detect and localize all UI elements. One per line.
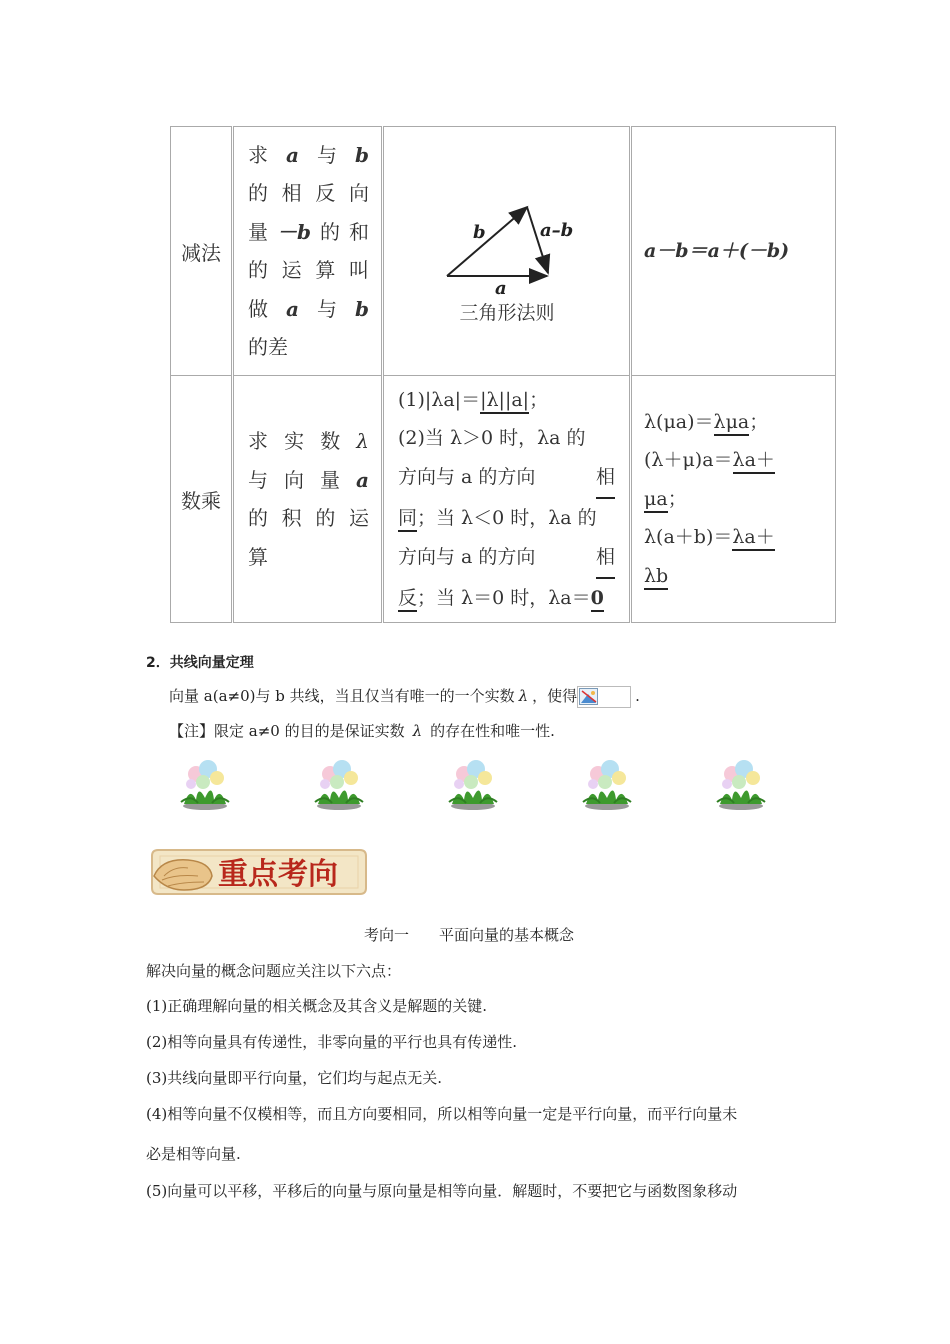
label-a-minus-b: a–b	[539, 220, 573, 241]
plant-decoration-icon	[578, 756, 636, 815]
plant-decoration-icon	[176, 756, 234, 815]
subtraction-formula: a－b＝a＋(－b)	[644, 239, 790, 262]
answer-underline: 相	[596, 538, 615, 580]
point-item: 必是相等向量.	[146, 1145, 241, 1163]
point-item: (5)向量可以平移，平移后的向量与原向量是相等向量．解题时，不要把它与函数图象移动	[146, 1182, 738, 1200]
triangle-rule-caption: 三角形法则	[458, 302, 555, 324]
triangle-rule-diagram-cell	[383, 127, 631, 376]
section-banner	[148, 846, 370, 898]
banner-title: 重点考向	[218, 857, 338, 892]
label-b: b	[472, 222, 486, 243]
theorem-statement: 向量 a(a≠0)与 b 共线，当且仅当有唯一的一个实数 λ ，使得 .	[169, 686, 640, 708]
section-heading: 2．共线向量定理	[146, 655, 254, 671]
broken-image-icon	[577, 686, 631, 708]
shell-banner-icon	[148, 846, 370, 898]
answer-underline: 相	[596, 458, 615, 500]
triangle-rule-diagram	[407, 174, 607, 324]
vector-b-arrow	[447, 207, 527, 276]
answer-underline: λa＋	[733, 449, 775, 474]
plant-decoration-icon	[310, 756, 368, 815]
point-item: (2)相等向量具有传递性，非零向量的平行也具有传递性.	[146, 1033, 518, 1051]
scalar-properties-cell: (1)|λa|＝|λ||a|； (2)当 λ＞0 时，λa 的 方向与 a 的方向 相 同；当 λ＜0 时，λa 的 方向与 a 的方向 相 反；当 λ＝0 时，λa＝0	[383, 376, 631, 623]
theorem-note: 【注】限定 a≠0 的目的是保证实数 λ 的存在性和唯一性.	[169, 722, 555, 740]
topic-title: 考向一 平面向量的基本概念	[364, 926, 575, 944]
table-row-scalar-multiplication	[171, 376, 836, 623]
answer-underline: λa＋	[732, 526, 774, 551]
point-item: (3)共线向量即平行向量，它们均与起点无关.	[146, 1069, 443, 1087]
plant-decoration-icon	[176, 756, 234, 811]
subtraction-formula-cell	[631, 127, 836, 376]
scalar-laws-cell: λ(μa)＝λμa； (λ＋μ)a＝λa＋ μa； λ(a＋b)＝λa＋ λb	[631, 376, 836, 623]
plant-decoration-icon	[444, 756, 502, 815]
answer-underline: μa	[644, 488, 668, 513]
answer-underline: 同	[398, 507, 417, 532]
operation-name: 数乘	[171, 376, 233, 623]
answer-underline: |λ||a|	[480, 389, 529, 414]
operation-definition: 求 实 数 λ 与 向 量 a 的 积 的 运 算	[233, 376, 383, 623]
answer-underline: λμa	[714, 411, 750, 436]
vector-operations-table	[170, 126, 836, 623]
answer-underline: 0	[591, 587, 604, 612]
point-item: (4)相等向量不仅模相等，而且方向要相同，所以相等向量一定是平行向量，而平行向量未	[146, 1105, 738, 1123]
plant-decoration-icon	[712, 756, 770, 815]
answer-underline: λb	[644, 565, 668, 590]
operation-name: 减法	[171, 127, 233, 376]
table-row-subtraction	[171, 127, 836, 376]
intro-text: 解决向量的概念问题应关注以下六点：	[146, 962, 402, 980]
answer-underline: 反	[398, 587, 417, 612]
label-a: a	[494, 278, 507, 299]
operation-definition: 求 a 与 b 的 相 反 向 量 －b 的 和 的 运 算 叫 做 a 与 b 的差	[233, 127, 383, 376]
point-item: (1)正确理解向量的相关概念及其含义是解题的关键.	[146, 997, 488, 1015]
